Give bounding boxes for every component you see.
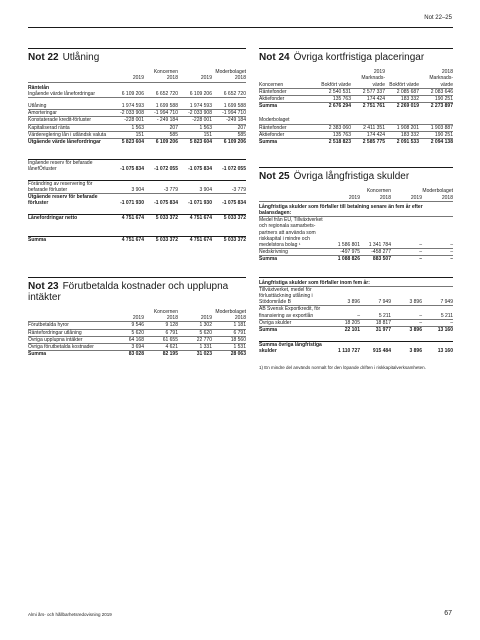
table-row: AB Svensk Exportkredit, för finansiering av exportlån – 5 211 – 5 211 xyxy=(259,306,453,319)
note23-table xyxy=(28,309,246,357)
table-row: Amorteringar -2 033 908 -1 994 710 -2 033 908 -1 994 710 xyxy=(28,110,246,117)
group-label: Koncernen xyxy=(366,188,391,195)
table-row: Medel från EU, Tillväxtverket och regionala samarbets-partners att använda som riskkapital i mindre och medelstora bolag ¹ 1 586 801 1 341 784 – – xyxy=(259,217,453,249)
group-label: Moderbolaget xyxy=(215,69,246,76)
note24-top-rule xyxy=(259,48,453,49)
group-label: Koncernen xyxy=(153,69,178,76)
section-label: Långfristiga skulder som förfaller till betalning senare än fem år efter balansdagen: xyxy=(259,201,453,216)
year-header: 2019 xyxy=(110,75,144,82)
table-row: Summa 22 101 31 977 3 896 13 160 xyxy=(259,327,453,334)
year-header: 2019 xyxy=(178,315,212,322)
group-label: Koncernen xyxy=(153,309,178,316)
table-row: Summa 2 676 294 2 751 761 2 269 019 2 273 897 xyxy=(259,103,453,110)
table-row: Övriga upplupna intäkter 64 168 61 655 22 770 18 560 xyxy=(28,336,246,343)
left-column xyxy=(28,48,246,357)
table-row: Aktiefonder 135 763 174 424 183 332 190 251 xyxy=(259,131,453,138)
note25-title: Not 25 Övriga långfristiga skulder xyxy=(259,171,410,183)
note22-top-rule xyxy=(28,48,246,49)
group-label: Moderbolaget xyxy=(259,117,453,124)
year-header: 2018 xyxy=(212,75,246,82)
year-header: 2019 xyxy=(110,315,144,322)
note23-top-rule xyxy=(28,277,246,278)
page-number: 67 xyxy=(444,610,452,617)
year-header: 2019 xyxy=(329,195,360,202)
table-row: Utgående värde lånefordringar 5 823 604 6 109 206 5 823 604 6 109 206 xyxy=(28,139,246,146)
footer-report-title: Almi års- och hållbarhetsredovisning 2019 xyxy=(28,612,112,617)
table-row: Förutbetalda hyror 9 546 9 128 1 302 1 181 xyxy=(28,322,246,329)
note25-footnote: 1) En mindre del används normalt för den löpande driften i riskkapitalverksamheten. xyxy=(259,364,426,370)
table-row: Lånefordringar netto 4 751 674 5 033 372 4 751 674 5 033 372 xyxy=(28,215,246,222)
section-label: Långfristiga skulder som förfaller inom fem år: xyxy=(259,277,453,286)
table-row: Summa 83 028 82 195 31 023 28 063 xyxy=(28,351,246,358)
year-header: 2018 xyxy=(422,195,453,202)
table-row: Utgående reserv för befarade förluster -1 071 930 -1 075 834 -1 071 930 -1 075 834 xyxy=(28,194,246,207)
table-row: Summa 2 518 823 2 585 775 2 091 533 2 094 138 xyxy=(259,139,453,146)
header-rule xyxy=(28,27,453,28)
table-row: Summa 1 088 826 883 507 – – xyxy=(259,256,453,263)
column-header: Bokfört värde xyxy=(385,75,419,88)
table-row: Övriga skulder 18 205 18 817 – – xyxy=(259,319,453,326)
column-header: Marknads-värde xyxy=(419,75,453,88)
note24-table xyxy=(259,69,453,145)
table-row: Räntefonder 2 540 531 2 577 337 2 085 687 2 083 646 xyxy=(259,88,453,95)
right-column xyxy=(259,48,453,370)
table-row: Tillväxtverket, medel för förlusttäckning utlåning i Stödområde B 3 896 7 949 3 896 7 949 xyxy=(259,286,453,306)
note25-table xyxy=(259,188,453,354)
year-header: 2019 xyxy=(373,69,385,76)
group-label: Koncernen xyxy=(259,75,317,88)
table-row: Förändring av reservering för befarade förluster 3 904 -3 779 3 904 -3 779 xyxy=(28,180,246,193)
table-row: Värdereglering lån i utländsk valuta 151 585 151 585 xyxy=(28,131,246,138)
year-header: 2019 xyxy=(178,75,212,82)
page-range-header: Not 22–25 xyxy=(424,15,452,21)
note25-top-rule xyxy=(259,167,453,168)
table-row: Summa 4 751 674 5 033 372 4 751 674 5 033 372 xyxy=(28,236,246,243)
year-header: 2018 xyxy=(144,75,178,82)
year-header: 2018 xyxy=(441,69,453,76)
note22-title: Not 22 Utlåning xyxy=(28,52,100,64)
table-row: Kapitaliserad ränta 1 563 207 1 563 207 xyxy=(28,124,246,131)
year-header: 2018 xyxy=(144,315,178,322)
table-row: Räntefordringar utlåning 5 620 6 791 5 620 6 791 xyxy=(28,329,246,336)
group-label: Moderbolaget xyxy=(215,309,246,316)
table-row: Övriga förutbetalda kostnader 3 694 4 621 1 331 1 531 xyxy=(28,344,246,351)
section-label: Räntelån xyxy=(28,84,50,91)
table-row: Nedskrivning -497 975 -458 277 – – xyxy=(259,249,453,256)
note23-title: Not 23 Förutbetalda kostnader och upplupna intäkter xyxy=(28,281,229,304)
group-label: Moderbolaget xyxy=(422,188,453,195)
table-row: Konstaterade kredit-förluster -228 001 - 249 184 -228 001 -249 184 xyxy=(28,117,246,124)
column-header: Marknads-värde xyxy=(351,75,385,88)
table-row: Räntefonder 2 383 060 2 411 351 1 908 201 1 903 887 xyxy=(259,124,453,131)
table-row: Summa övriga långfristiga skulder 1 110 727 915 484 3 896 13 160 xyxy=(259,342,453,355)
note22-table xyxy=(28,69,246,243)
year-header: 2018 xyxy=(360,195,391,202)
year-header: 2018 xyxy=(212,315,246,322)
year-header: 2019 xyxy=(391,195,422,202)
note24-title: Not 24 Övriga kortfristiga placeringar xyxy=(259,52,425,64)
table-row: Aktiefonder 135 763 174 424 183 332 190 251 xyxy=(259,96,453,102)
table-row: Utlåning 1 974 593 1 699 588 1 974 593 1 699 588 xyxy=(28,103,246,109)
column-header: Bokfört värde xyxy=(317,75,351,88)
table-row: Ingående värde lånefordringar 6 109 206 6 652 720 6 109 206 6 652 720 xyxy=(28,90,246,97)
table-row: Ingående reserv för befarade lånefÖrluster -1 075 834 -1 072 055 -1 075 834 -1 072 055 xyxy=(28,160,246,173)
